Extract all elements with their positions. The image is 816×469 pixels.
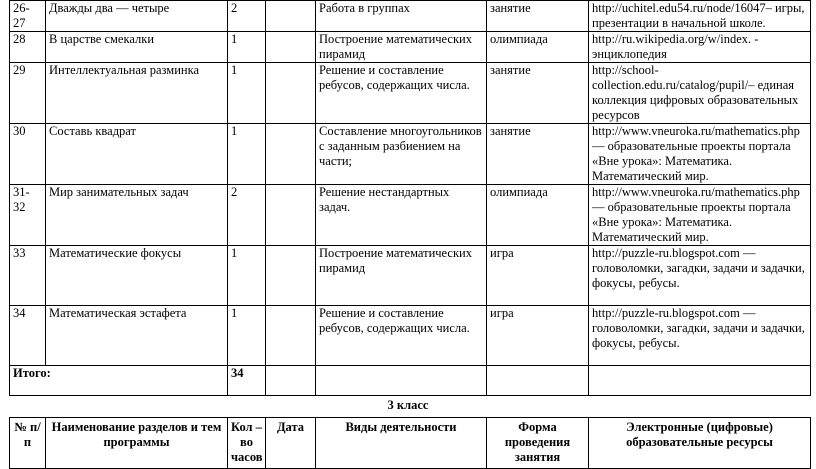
empty-cell [316,366,487,396]
activity-cell: Решение и составление ребусов, содержащих числа. [316,306,487,366]
resources-cell: http://ru.wikipedia.org/w/index. - энциклопедия [589,32,811,63]
empty-cell [487,366,589,396]
row-number: 34 [10,306,46,366]
form-cell: игра [487,246,589,306]
topic-cell: Математическая эстафета [46,306,228,366]
date-cell [266,124,316,185]
form-cell: занятие [487,124,589,185]
date-cell [266,32,316,63]
date-cell [266,1,316,32]
form-cell: олимпиада [487,185,589,246]
table-row [10,63,811,124]
activity-cell: Построение математических пирамид [316,246,487,306]
header-num: № п/п [10,418,46,469]
activity-cell: Составление многоугольников с заданным разбиением на части; [316,124,487,185]
row-number: 30 [10,124,46,185]
total-label: Итого: [10,366,228,396]
empty-cell [266,366,316,396]
resources-cell: http://school-collection.edu.ru/catalog/pupil/– единая коллекция цифровых образовательных ресурсов [589,63,811,124]
table-row [10,306,811,366]
form-cell: олимпиада [487,32,589,63]
topic-cell: Составь квадрат [46,124,228,185]
hours-cell: 2 [228,1,266,32]
header-activity: Виды деятельности [316,418,487,469]
header-form: Форма проведения занятия [487,418,589,469]
topic-cell: Дважды два — четыре [46,1,228,32]
program-table-3rd-grade [9,417,811,469]
hours-cell: 1 [228,246,266,306]
form-cell: занятие [487,1,589,32]
resources-cell: http://www.vneuroka.ru/mathematics.php — образовательные проекты портала «Вне урока»: Математика. Математический мир. [589,185,811,246]
activity-cell: Построение математических пирамид [316,32,487,63]
date-cell [266,246,316,306]
program-table-2nd-grade [9,0,811,396]
hours-cell: 1 [228,124,266,185]
hours-cell: 1 [228,63,266,124]
topic-cell: Интеллектуальная разминка [46,63,228,124]
activity-cell: Решение и составление ребусов, содержащих числа. [316,63,487,124]
header-topic: Наименование разделов и тем программы [46,418,228,469]
row-number: 28 [10,32,46,63]
total-row [10,366,811,396]
empty-cell [589,366,811,396]
hours-cell: 1 [228,306,266,366]
form-cell: занятие [487,63,589,124]
topic-cell: Мир занимательных задач [46,185,228,246]
date-cell [266,306,316,366]
date-cell [266,63,316,124]
row-number: 26-27 [10,1,46,32]
resources-cell: http://www.vneuroka.ru/mathematics.php — образовательные проекты портала «Вне урока»: Математика. Математический мир. [589,124,811,185]
form-cell: игра [487,306,589,366]
hours-cell: 2 [228,185,266,246]
resources-cell: http://uchitel.edu54.ru/node/16047– игры, презентации в начальной школе. [589,1,811,32]
row-number: 31-32 [10,185,46,246]
total-hours: 34 [228,366,266,396]
topic-cell: Математические фокусы [46,246,228,306]
resources-cell: http://puzzle-ru.blogspot.com — головоломки, загадки, задачи и задачки, фокусы, ребусы. [589,306,811,366]
activity-cell: Решение нестандартных задач. [316,185,487,246]
activity-cell: Работа в группах [316,1,487,32]
row-number: 29 [10,63,46,124]
resources-cell: http://puzzle-ru.blogspot.com — головоломки, загадки, задачи и задачки, фокусы, ребусы. [589,246,811,306]
hours-cell: 1 [228,32,266,63]
table-row [10,32,811,63]
section-title: 3 класс [387,398,429,412]
date-cell [266,185,316,246]
table-row [10,185,811,246]
header-hours: Кол – во часов [228,418,266,469]
table-row [10,124,811,185]
row-number: 33 [10,246,46,306]
table-row [10,1,811,32]
header-resources: Электронные (цифровые) образовательные ресурсы [589,418,811,469]
header-date: Дата [266,418,316,469]
table-row [10,246,811,306]
header-row [10,418,811,469]
topic-cell: В царстве смекалки [46,32,228,63]
